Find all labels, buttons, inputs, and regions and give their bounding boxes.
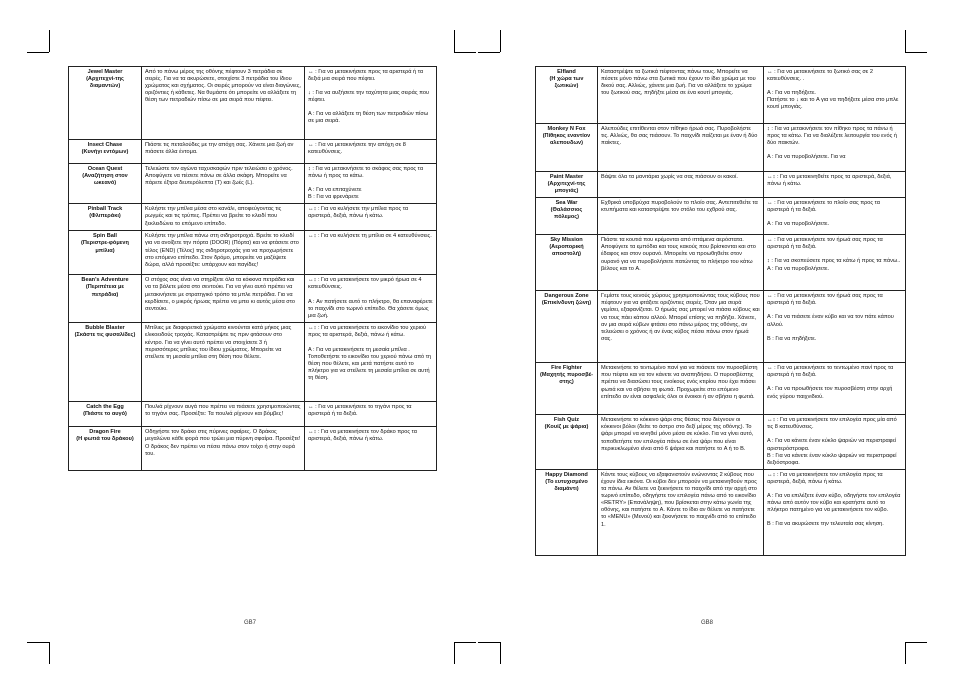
table-row xyxy=(536,363,906,415)
game-title: Fish Quiz xyxy=(553,417,580,424)
game-name-cell xyxy=(69,204,142,231)
game-title: Dragon Fire xyxy=(89,429,121,436)
games-table-body xyxy=(69,67,437,471)
crop-mark xyxy=(478,642,500,643)
game-description: Από το πάνω μέρος της οθόνης πέφτουν 3 πετράδια σε σειρές. Για να τα ακυρώσετε, στοιχίστε 3 πετράδια του ίδιου χρώματος και σχήματος. Οι σειρές μπορούν να είναι διαγώνιες, οριζόντιες ή κάθετες. Να θυμάστε ότι μπορείτε να αλλάξετε τη θέση των πετραδιών πίσω σε μια σειρά που πέφτει. xyxy=(142,67,305,140)
game-title-greek: (Πιάστε το αυγό) xyxy=(83,411,127,418)
control-instruction: A : Για να πιάσετε έναν κύβο και να τον πάτε κάπου αλλού. xyxy=(767,314,894,328)
game-controls xyxy=(764,291,906,363)
game-title: Happy Diamond xyxy=(545,471,588,478)
game-title-greek: (Θαλάσσιος πόλεμος) xyxy=(550,207,583,221)
game-title: Insect Chase xyxy=(87,142,123,148)
crop-mark xyxy=(905,52,927,53)
game-title: Fire Fighter xyxy=(551,365,582,372)
game-title-greek: (Αεροπορική αποστολή) xyxy=(549,244,584,258)
game-title-greek: (Επικίνδυνη ζώνη) xyxy=(541,300,592,307)
control-instruction: ↓ : Για να αυξήσετε την ταχύτητα μιας σειράς που πέφτει. xyxy=(308,90,430,104)
game-title: Elfland xyxy=(557,69,576,75)
control-instruction: A : Για να πυροβολήσετε. xyxy=(767,221,830,228)
game-controls xyxy=(764,124,906,172)
game-description: Πουλιά ρίχνουν αυγά που πρέπει να πιάσετε χρησιμοποιώντας το τηγάνι σας. Προσέξτε: Τα πουλιά ρίχνουν και βόμβες! xyxy=(142,402,305,427)
game-title: Sea War xyxy=(555,200,578,207)
game-title: Bean's Adventure xyxy=(81,277,129,284)
game-name-cell xyxy=(69,231,142,275)
table-row xyxy=(69,67,437,140)
game-name-cell xyxy=(69,164,142,204)
game-controls xyxy=(764,469,906,555)
game-name-cell xyxy=(69,67,142,140)
table-row xyxy=(536,67,906,124)
table-row xyxy=(69,402,437,427)
table-row xyxy=(536,124,906,172)
control-instruction: ↔ : Για να μετακινήσετε προς τα αριστερά ή τα δεξιά μια σειρά που πέφτει. xyxy=(308,69,424,83)
game-title-greek: (Σκάστε τις φυσαλίδες) xyxy=(74,332,136,339)
game-controls xyxy=(305,323,437,402)
control-instruction: B : Για να ακυρώσετε την τελευταία σας κίνηση. xyxy=(767,521,884,528)
crop-mark xyxy=(49,642,50,664)
game-controls xyxy=(305,67,437,140)
control-instruction: ↔ : Για να μετακινήσετε το ξωτικό σας σε 2 κατευθύνσεις. . xyxy=(767,69,873,83)
game-name-cell xyxy=(536,469,598,555)
game-title-greek: (Η φωτιά του δράκου) xyxy=(76,436,134,443)
table-row xyxy=(69,204,437,231)
game-title-greek: (Περιπέτεια με πετράδια) xyxy=(85,284,125,298)
crop-mark xyxy=(454,52,476,53)
control-instruction: ↔ : Για να μετακινήσετε τον ήρωά σας προς τα αριστερά ή τα δεξιά. xyxy=(767,237,883,251)
game-title-greek: (Αναζήτηση στον ωκεανό) xyxy=(82,173,128,187)
game-name-cell xyxy=(536,291,598,363)
control-instruction: A : Αν πατήσετε αυτό το πλήκτρο, θα επαναφέρετε το παιχνίδι στο τωρινό επίπεδο. Θα χάσετε όμως μια ζωή. xyxy=(308,298,433,319)
control-instruction: ↔↕ : Για να μετακινήσετε τον δράκο προς τα αριστερά, δεξιά, πάνω ή κάτω. xyxy=(308,429,418,443)
control-instruction: ↕ : Για να μετακινήσετε το σκάφος σας προς τα πάνω ή προς τα κάτω. xyxy=(308,166,424,180)
game-title-greek: (Το ευτυχισμένο διαμάντι) xyxy=(545,478,588,493)
game-title: Ocean Quest xyxy=(87,166,123,172)
game-controls xyxy=(764,415,906,470)
table-row xyxy=(536,291,906,363)
game-name-cell xyxy=(536,198,598,235)
game-title-greek: (Πίθηκος εναντίον αλεπουδων) xyxy=(542,133,591,147)
game-title-greek: (Μαχητής πυροσβέ-στης) xyxy=(539,372,594,386)
game-description: Γεμίστε τους κενούς χώρους χρησιμοποιώντας τους κύβους που πέφτουν για να φτάξετε οριζόντιες σειρές. Όταν μια σειρά γεμίσει, εξαφανίζεται. Ο ήρωάς σας μπορεί να πιάσει κύβους και να τους πάει κάπου αλλού. Μπορεί επίσης να πηδήξει. Χάνετε, αν μια σειρά κύβων φτάσει στο πάνω μέρος της οθόνης, αν τελειώσει ο χρόνος ή αν ένας κύβος πέσει πάνω στον ήρωά σας. xyxy=(598,291,764,363)
games-table xyxy=(68,66,437,471)
game-title-greek: (Αρχιτεχνί-της μπογιάς) xyxy=(547,181,586,195)
game-controls xyxy=(764,363,906,415)
game-title-greek: (Αρχιτεχνί-της διαμαντών) xyxy=(86,76,124,90)
control-instruction: ↔ : Για να μετακινήσετε την απόχη σε 8 κατευθύνσεις. xyxy=(308,142,406,156)
game-name-cell xyxy=(536,67,598,124)
game-title: Bubble Blaster xyxy=(85,325,125,332)
game-controls xyxy=(305,204,437,231)
game-description: Πιάστε τα κουτιά που κρέμονται από ιπτάμενα αερόστατα. Αποφύγετε τα εμπόδια και τους κακούς που βρίσκονται και στο έδαφος και στον ουρανό. Μπορείτε να προωθηθείτε στον ουρανό για να πυροβολήσετε πατώντας το πλήκτρο του κάτω βέλους και το A. xyxy=(598,235,764,291)
crop-mark xyxy=(905,642,906,664)
control-instruction: ↔↕ : Για να μετακινήσετε τον επιλογέα προς τα αριστερά, δεξιά, πάνω ή κάτω. xyxy=(767,471,883,485)
game-name-cell xyxy=(69,275,142,323)
control-instruction: ↔↕ : Για να μετακινήσετε τον μικρό ήρωα σε 4 κατευθύνσεις. xyxy=(308,277,422,291)
game-title: Jewel Master xyxy=(87,69,123,75)
table-row xyxy=(69,231,437,275)
game-description: Τελειώστε τον αγώνα ταχυσκαφών πριν τελειώσει ο χρόνος. Αποφύγετε να πέσετε πάνω σε άλλα σκάφη. Μπορείτε να πάρετε έξτρα δευτερόλεπτα (Τ) και ζωές (L). xyxy=(142,164,305,204)
crop-mark xyxy=(454,642,476,643)
page-right xyxy=(535,66,905,556)
game-controls xyxy=(764,198,906,235)
control-instruction: ↔↕ : Για να κυλήσετε τη μπίλια σε 4 κατευθύνσεις. xyxy=(308,233,432,240)
game-controls xyxy=(764,235,906,291)
game-description: Μπίλιες με διαφορετικά χρώματα κινούνται κατά μήκος μιας ελικοειδούς τροχιάς. Καταστρέψτε τις πριν φτάσουν στο κέντρο. Για να γίνει αυτό πρέπει να στοιχίσετε 3 ή περισσότερες μπίλιες του ίδιου χρώματος. Μπορείτε να στείλετε τη μεσαία μπίλια στη θέση που θέλετε. xyxy=(142,323,305,402)
game-name-cell xyxy=(69,427,142,471)
control-instruction: A : Για να μετακινήσετε τη μεσαία μπίλια . Τοποθετήστε το εικονίδιο του χεριού πάνω από τη θέση που θέλετε, και μετά πατήστε αυτό το πλήκτρο για να στείλετε τη μεσαία μπίλια σε αυτή τη θέση. xyxy=(308,346,432,381)
game-title-greek: (Περιστρε-φόμενη μπίλια) xyxy=(81,240,129,254)
game-name-cell xyxy=(69,140,142,164)
game-name-cell xyxy=(536,124,598,172)
game-controls xyxy=(764,67,906,124)
table-row xyxy=(536,172,906,198)
control-instruction: ↔↕ : Για να κυλήσετε την μπίλια προς τα αριστερά, δεξιά, πάνω ή κάτω. xyxy=(308,206,409,220)
table-row xyxy=(536,469,906,555)
crop-mark xyxy=(454,30,455,52)
game-title-greek: (Κουίζ με ψάρια) xyxy=(544,424,589,431)
game-controls xyxy=(305,427,437,471)
games-table-body xyxy=(536,67,906,556)
game-description: Κυλήστε την μπίλια μέσα στο κανάλι, αποφεύγοντας τις ρωγμές και τις τρύπες. Πρέπει να βρείτε το κλειδί που ξεκλειδώνει το επόμενο επίπεδο. xyxy=(142,204,305,231)
game-controls xyxy=(305,140,437,164)
game-name-cell xyxy=(536,172,598,198)
control-instruction: A : Για να αλλάξετε τη θέση των πετραδιών πίσω σε μια σειρά. xyxy=(308,111,429,125)
game-name-cell xyxy=(536,415,598,470)
game-title: Monkey N Fox xyxy=(547,126,586,132)
game-controls xyxy=(305,402,437,427)
game-title: Sky Mission xyxy=(550,237,583,244)
page-number: GB7 xyxy=(244,620,257,626)
game-controls xyxy=(305,275,437,323)
control-instruction: ↕ : Για να σκοπεύσετε προς τα κάτω ή προς τα πάνω.. A : Για να πυροβολήσετε. xyxy=(767,258,901,272)
crop-mark xyxy=(905,642,927,643)
game-controls xyxy=(764,172,906,198)
control-instruction: A : Για να πηδήξετε. Πατήστε το ↓ και το A για να πηδήξετε μέσα στο μπλε κουτί μπογιάς. xyxy=(767,90,899,111)
game-title-greek: (Φλιπεράκι) xyxy=(89,213,121,220)
games-table xyxy=(535,66,906,556)
control-instruction: ↕ : Για να μετακινήσετε τον πίθηκο προς τα πάνω ή προς τα κάτω. Για να διαλέξετε λειτουργία του ενός ή δύο παικτών. xyxy=(767,126,897,147)
game-title: Spin Ball xyxy=(93,233,117,240)
game-name-cell xyxy=(69,402,142,427)
table-row xyxy=(69,164,437,204)
game-description: Ο στόχος σας είναι να στηρίξετε όλα τα κόκκινα πετράδια και να τα βάλετε μέσα στο σεντούκι. Για να γίνει αυτό πρέπει να μετακινήσετε με στρατηγικό τρόπο τα μπλε πετράδια. Για να κερδίσετε, ο μικρός ήρωας πρέπει να μπει κι αυτός μέσα στο σεντούκι. xyxy=(142,275,305,323)
control-instruction: ↔↕ : Για να μετακινήσετε το εικονίδιο του χεριού προς τα αριστερά, δεξιά, πάνω ή κάτω. xyxy=(308,325,427,339)
game-controls xyxy=(305,164,437,204)
game-title-greek: (Κυνήγι εντόμων) xyxy=(81,149,129,156)
control-instruction: A : Για να πυροβολήσετε. Για να xyxy=(767,154,846,161)
game-description: Οδηγήστε τον δράκο στις πύρινες σφαίρες. Ο δράκος μεγαλώνει κάθε φορά που τρώει μια πύρινη σφαίρα. Προσέξτε! Ο δράκος δεν πρέπει να πέσει πάνω στον τοίχο ή στην ουρά του. xyxy=(142,427,305,471)
crop-mark xyxy=(49,30,50,52)
control-instruction: ↔ : Για να μετακινήσετε το τηγάνι προς τα αριστερά ή τα δεξιά. xyxy=(308,404,412,418)
game-name-cell xyxy=(69,323,142,402)
crop-mark xyxy=(500,642,501,664)
game-controls xyxy=(305,231,437,275)
control-instruction: B : Για να πηδήξετε. xyxy=(767,335,817,342)
game-description: Κάντε τους κύβους να εξαφανιστούν ενώνοντας 2 κύβους που έχουν ίδια εικόνα. Οι κύβοι δεν μπορούν να μετακινηθούν προς τα πάνω. Αν θέλετε να ξεκινήσετε το παιχνίδι από την αρχή στο τωρινό επίπεδο, οδηγήστε τον επιλογέα πάνω από το εικονίδιο «RETRY» (Επανάληψη), που βρίσκεται στην κάτω γωνία της οθόνης, και πατήστε το A. Κάντε το ίδιο αν θέλετε να πατήσετε το «MENU» (Μενού) και ξεκινήσετε το παιχνίδι από το επίπεδο 1. xyxy=(598,469,764,555)
game-description: Εχθρικά υποβρύχια πυροβολούν το πλοίο σας. Αντεπιτεθείτε τα κτυπήματα και καταστρέψτε τον στόλο του εχθρού σας. xyxy=(598,198,764,235)
control-instruction: ↔ : Για να μετακινήσετε το πλοίο σας προς τα αριστερά ή τα δεξιά. xyxy=(767,200,881,214)
game-title: Catch the Egg xyxy=(86,404,124,411)
game-name-cell xyxy=(536,235,598,291)
crop-mark xyxy=(478,52,500,53)
game-description: Κυλήστε την μπίλια πάνω στη σιδηροτροχιά. Βρείτε το κλειδί για να ανοίξετε την πόρτα (DOOR) (Πόρτα) και να φτάσετε στο τέλος (END) (Τέλος) της σιδηροτροχιάς για να προχωρήσετε στο επόμενο επίπεδο. Στον δρόμο, μπορείτε να μαζέψετε δώρα, αλλά προσέξτε: υπάρχουν και παγίδες! xyxy=(142,231,305,275)
control-instruction: A : Για να επιλέξετε έναν κύβο, οδηγήστε τον επιλογέα πάνω από αυτόν τον κύβο και κρατήστε αυτό το πλήκτρο πατημένο για να μετακινήσετε τον κύβο. xyxy=(767,493,901,514)
game-title: Paint Master xyxy=(549,174,584,180)
table-row xyxy=(69,427,437,471)
control-instruction: ↔↕ : Για να μετακινηθείτε προς τα αριστερά, δεξιά, πάνω ή κάτω. xyxy=(767,174,892,188)
table-row xyxy=(536,235,906,291)
crop-mark xyxy=(500,30,501,52)
table-row xyxy=(536,415,906,470)
crop-mark xyxy=(27,642,49,643)
crop-mark xyxy=(27,52,49,53)
control-instruction: A : Για να επιταχύνετε B : Για να φρενάρετε xyxy=(308,187,362,201)
page-left xyxy=(68,66,436,471)
game-description: Μετακινήστε το κόκκινο ψάρι στις θέσεις που διέγνουν οι κόκκινοι βόλοι (δείτε το άστρο στο δεξί μέρος της οθόνης). Το ψάρι μπορεί να κινηθεί μόνο μέσα σε κύκλο. Για να γίνει αυτό, τοποθετήστε τον επιλογέα πάνω σε ένα ψάρι που είναι περικυκλωμένο είναι από 6 ψάρια και πατήστε το A ή το B. xyxy=(598,415,764,470)
control-instruction: ↔↕ : Για να μετακινήσετε τον επιλογέα προς μία από τις 8 κατευθύνσεις. xyxy=(767,417,897,431)
game-title: Dangerous Zone xyxy=(544,293,589,300)
game-title: Pinball Track xyxy=(87,206,123,213)
game-name-cell xyxy=(536,363,598,415)
crop-mark xyxy=(905,30,906,52)
game-description: Αλεπούδες επιτίθενται στον πίθηκο ήρωά σας. Πυροβολήστε τις. Αλλιώς, θα σας πιάσουν. Το παιχνίδι παίζεται με έναν ή δύο παίκτες. xyxy=(598,124,764,172)
game-description: Πιάστε τις πεταλούδες με την απόχη σας. Χάνετε μια ζωή αν πιάσετε άλλα έντομα. xyxy=(142,140,305,164)
game-description: Βάψτε όλα τα μανιτάρια χωρίς να σας πιάσουν οι κακοί. xyxy=(598,172,764,198)
control-instruction: A : Για να προωθήσετε τον πυροσβέστη στην αρχή ενός γύρου παιχνιδιού. xyxy=(767,386,893,400)
control-instruction: ↔ : Για να μετακινήσετε το τεντωμένο πανί προς τα αριστερά ή τα δεξιά. xyxy=(767,365,894,379)
table-row xyxy=(69,323,437,402)
game-description: Μετακινήστε το τεντωμένο πανί για να πιάσετε τον πυροσβέστη που πέφτει και να τον κάνετε να αναπηδήσει. Ο πυροσβέστης πρέπει να διασώσει τους ενοίκους ενός κτιρίου που έχει πιάσει φωτιά και να σβήσει τη φωτιά. Προχωρείτε στο επόμενο επίπεδο αν είναι ασφαλείς όλοι οι ένοικοι ή αν σβήσει η φωτιά. xyxy=(598,363,764,415)
control-instruction: ↔ : Για να μετακινήσετε τον ήρωά σας προς τα αριστερά ή τα δεξιά. xyxy=(767,293,883,307)
game-title-greek: (Η χώρα των ξωτικών) xyxy=(549,76,584,90)
table-row xyxy=(69,140,437,164)
game-description: Καταστρέψτε τα ξωτικά πέφτοντας πάνω τους. Μπορείτε να πέσετε μόνο πάνω στα ξωτικά που έχουν το ίδιο χρώμα με του δικού σας. Αλλιώς, χάνετε μια ζωή. Για να αλλάξετε το χρώμα του ξωτικού σας, πηδήξτε μέσα σε ένα κουτί μπογιάς. xyxy=(598,67,764,124)
control-instruction: A : Για να κάνετε έναν κύκλο ψαριών να περιστραφεί αριστερόστροφα. B : Για να κάνετε έναν κύκλο ψαριών να περιστραφεί δεξιόστροφα. xyxy=(767,438,897,466)
table-row xyxy=(69,275,437,323)
table-row xyxy=(536,198,906,235)
page-number: GB8 xyxy=(701,620,714,626)
crop-mark xyxy=(454,642,455,664)
